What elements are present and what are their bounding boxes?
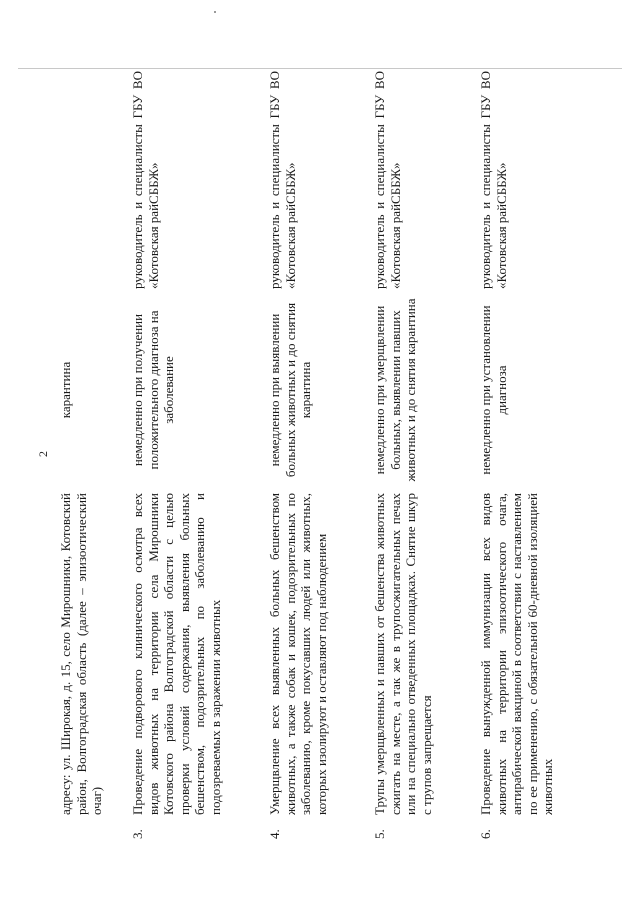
deadline-text: немедленно при выявлении больных животных и до снятия карантина	[267, 302, 313, 478]
measure-text: Умерщвление всех выявленных больных бешенством животных, а также собак и кошек, подозрительных по заболеванию, кроме покусавших людей или животных, которых изолируют и оставляют под наблюдением	[267, 493, 329, 815]
deadline-text: немедленно при установлении диагноза	[478, 305, 509, 475]
row-number: 3.	[130, 829, 145, 839]
deadline-text: немедленно при получении положительного диагноза на заболевание	[130, 310, 176, 470]
scan-edge-line	[18, 68, 622, 69]
responsible-text: руководитель и специалисты ГБУ ВО «Котовская райСББЖ»	[130, 71, 161, 289]
scan-dot	[214, 11, 216, 13]
measure-text: Проведение вынужденной иммунизации всех видов животных на территории эпизоотического очага, антирабической вакциной в соответствии с наставлением по ее применению, с обязательной 60-дневной изоляцией животных	[478, 493, 555, 815]
row-number: 6.	[478, 829, 493, 839]
row-number: 4.	[267, 829, 282, 839]
measure-text: Проведение подворового клинического осмотра всех видов животных на территории села Мирошники Котовского района Волгоградской области с целью проверки условий содержания, выявления больных бешенством, подозрительных по заболеванию и подозреваемых в заражении животных	[130, 493, 223, 815]
responsible-text: руководитель и специалисты ГБУ ВО «Котовская райСББЖ»	[372, 71, 403, 289]
measure-text: Трупы умерщвленных и павших от бешенства животных сжигать на месте, а так же в трупосжигательных печах или на специально отведенных площадках. Снятие шкур с трупов запрещается	[372, 493, 434, 815]
row-number: 5.	[372, 829, 387, 839]
measure-text: адресу: ул. Широкая, д. 15, село Мирошники, Котовский район, Волгоградская область (далее – эпизоотический очаг)	[58, 493, 104, 815]
responsible-text: руководитель и специалисты ГБУ ВО «Котовская райСББЖ»	[267, 71, 298, 289]
responsible-text: руководитель и специалисты ГБУ ВО «Котовская райСББЖ»	[478, 71, 509, 289]
deadline-text: карантина	[58, 361, 73, 419]
deadline-text: немедленно при умерщвлении больных, выявлении павших животных и до снятия карантина	[372, 298, 418, 482]
page-number: 2	[36, 451, 50, 457]
